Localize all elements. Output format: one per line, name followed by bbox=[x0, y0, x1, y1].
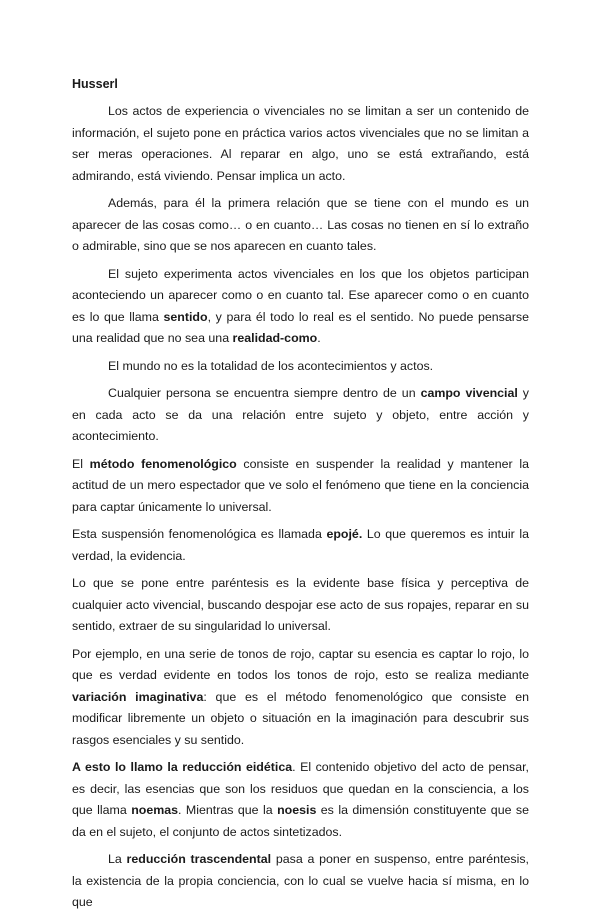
bold-term-realidad-como: realidad-como bbox=[232, 331, 318, 345]
paragraph-7 bbox=[72, 524, 529, 567]
text-segment: . El contenido objetivo del acto de pensar, es decir, las esencias que son los residuos que quedan en la consciencia, a los que llama bbox=[72, 760, 529, 817]
text-segment: . Mientras que la bbox=[178, 803, 278, 817]
paragraph-2: Además, para él la primera relación que se tiene con el mundo es un aparecer de las cosas como… o en cuanto… Las cosas no tienen en sí lo extraño o admirable, sino que se nos aparecen en cuanto tales. bbox=[72, 196, 529, 253]
text-segment: , y para él todo lo real es el sentido. No puede pensarse una realidad que no sea una bbox=[72, 309, 529, 345]
bold-term-metodo-fenomenologico: método fenomenológico bbox=[89, 456, 237, 471]
bold-term-noemas: noemas bbox=[131, 803, 179, 817]
text-segment: es la dimensión constituyente que se da en el sujeto, el conjunto de actos sintetizados. bbox=[72, 803, 530, 839]
paragraph-6 bbox=[72, 454, 529, 519]
document-title: Husserl bbox=[72, 77, 118, 91]
bold-term-sentido: sentido bbox=[163, 309, 208, 324]
text-segment: consiste en suspender la realidad y mantener la actitud de un mero espectador que ve solo el fenómeno que tiene en la conciencia para captar únicamente lo universal. bbox=[72, 456, 529, 514]
paragraph-11 bbox=[72, 849, 529, 914]
text-segment: La bbox=[108, 852, 127, 866]
paragraph-1: Los actos de experiencia o vivenciales no se limitan a ser un contenido de información, el sujeto pone en práctica varios actos vivenciales que no se limitan a ser meras operaciones. Al reparar en algo, uno se está extrañando, está admirando, está viviendo. Pensar implica un acto. bbox=[72, 104, 529, 183]
bold-term-epoje: epojé. bbox=[326, 527, 363, 541]
text-segment: Lo que queremos es intuir la verdad, la evidencia. bbox=[72, 527, 530, 563]
bold-term-reduccion-trascendental: reducción trascendental bbox=[126, 852, 272, 866]
paragraph-3 bbox=[72, 264, 529, 350]
bold-term-variacion-imaginativa: variación imaginativa bbox=[72, 689, 204, 704]
text-segment: y en cada acto se da una relación entre sujeto y objeto, entre acción y acontecimiento. bbox=[72, 386, 529, 443]
text-segment: El bbox=[72, 456, 90, 471]
paragraph-5 bbox=[72, 383, 529, 448]
paragraph-8: Lo que se pone entre paréntesis es la evidente base física y perceptiva de cualquier acto vivencial, buscando despojar ese acto de sus ropajes, reparar en su sentido, extraer de su singularidad lo universal. bbox=[72, 576, 529, 633]
text-segment: pasa a poner en suspenso, entre paréntesis, la existencia de la propia conciencia, con lo cual se vuelve hacia sí misma, en lo que bbox=[72, 852, 529, 909]
bold-term-campo-vivencial: campo vivencial bbox=[420, 386, 518, 400]
text-segment: Por ejemplo, en una serie de tonos de rojo, captar su esencia es captar lo rojo, lo que es verdad evidente en todos los tonos de rojo, esto se realiza mediante bbox=[72, 646, 529, 682]
text-segment: Esta suspensión fenomenológica es llamada bbox=[72, 527, 327, 541]
bold-term-noesis: noesis bbox=[277, 803, 317, 817]
paragraph-4: El mundo no es la totalidad de los acontecimientos y actos. bbox=[108, 358, 434, 373]
text-segment: : que es el método fenomenológico que consiste en modificar libremente un objeto o situación en la imaginación para descubrir sus rasgos esenciales y su sentido. bbox=[72, 689, 529, 747]
paragraph-10 bbox=[72, 757, 529, 843]
text-segment: Cualquier persona se encuentra siempre dentro de un bbox=[108, 386, 421, 400]
bold-term-reduccion-eidetica: A esto lo llamo la reducción eidética bbox=[72, 760, 293, 774]
text-segment: . bbox=[317, 331, 321, 345]
text-segment: El sujeto experimenta actos vivenciales en los que los objetos participan aconteciendo un aparecer como o en cuanto tal. Ese aparecer como o en cuanto es lo que llama bbox=[72, 266, 529, 324]
paragraph-9 bbox=[72, 644, 529, 752]
